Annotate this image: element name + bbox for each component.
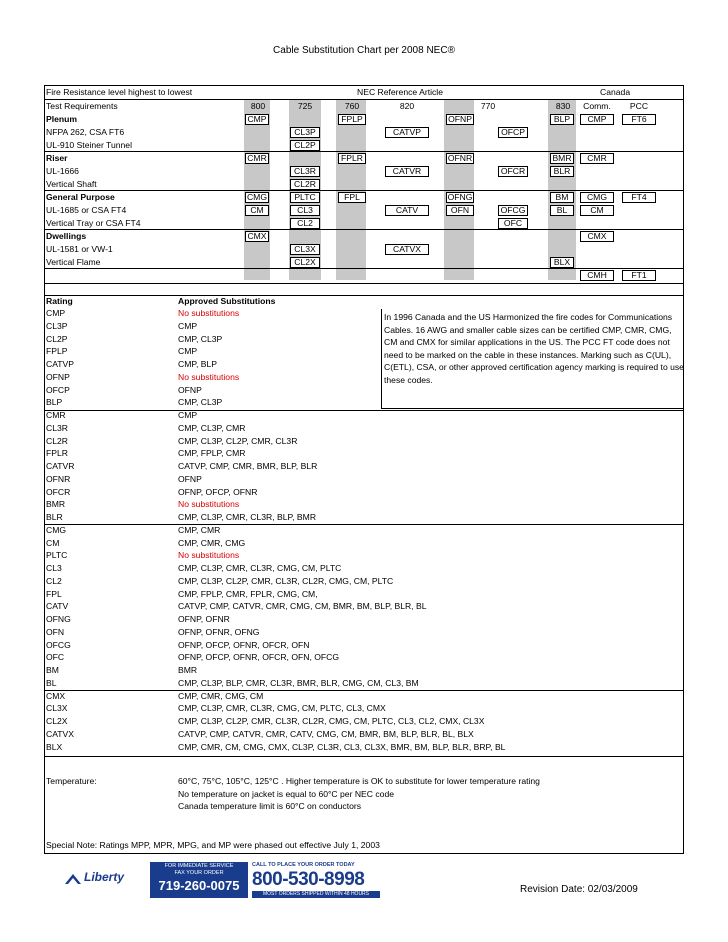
rating-cell-catv: CATV — [385, 205, 429, 216]
substitution-rating: BLP — [46, 397, 63, 408]
substitution-rating: OFCR — [46, 486, 71, 497]
rating-cell-ofcp: OFCP — [498, 127, 528, 138]
rating-cell-cmr: CMR — [580, 153, 614, 164]
group-line: UL-1581 or VW-1 — [46, 244, 113, 254]
rating-cell-ofcg: OFCG — [498, 205, 528, 216]
rating-cell-pltc: PLTC — [290, 192, 320, 203]
rating-cell-bmr: BMR — [550, 153, 574, 164]
substitution-rating: OFN — [46, 626, 65, 637]
grid-divider — [44, 283, 684, 284]
substitution-rating: CMG — [46, 524, 67, 535]
rating-cell-fplp: FPLP — [338, 114, 366, 125]
substitution-list: No substitutions — [178, 550, 240, 561]
substitution-top-divider — [44, 295, 684, 296]
rating-cell-ofc: OFC — [498, 218, 528, 229]
substitution-list: CMP, CL3P, CMR, CL3R, BLP, BMR — [178, 512, 317, 522]
substitution-list: OFNP, OFNR — [178, 614, 230, 624]
substitution-rating: CL2R — [46, 435, 68, 446]
rating-cell-cmg: CMG — [246, 192, 268, 202]
call-order-text: CALL TO PLACE YOUR ORDER TODAY — [252, 862, 355, 868]
substitution-group-divider — [44, 690, 684, 691]
substitution-list: CATVP, CMP, CATVR, CMR, CMG, CM, BMR, BM, BLP, BLR, BL — [178, 601, 427, 612]
liberty-brand: Liberty — [84, 870, 125, 884]
immediate-service-text: FOR IMMEDIATE SERVICE — [164, 863, 234, 869]
substitution-rating: CATV — [46, 601, 69, 612]
substitution-rating: BLX — [46, 741, 63, 752]
rating-cell-cmr: CMR — [245, 153, 269, 164]
substitution-rating: CMP — [46, 308, 66, 318]
grid-divider — [44, 151, 684, 152]
article-header-770: 770 — [480, 101, 496, 111]
substitution-list: CMP, CMR — [178, 524, 221, 535]
rating-cell-bl: BL — [550, 205, 574, 216]
substitution-list: CMP, CL3P, CL2P, CMR, CL3R — [178, 435, 298, 446]
substitution-rating: CATVP — [46, 359, 75, 369]
substitution-list: BMR — [178, 665, 198, 675]
rating-cell-catvr: CATVR — [385, 166, 429, 177]
substitution-rating: CMX — [46, 690, 66, 701]
substitution-rating: OFC — [46, 652, 65, 663]
substitution-list: OFNP, OFCP, OFNR, OFCR, OFN — [178, 639, 310, 650]
substitution-list: CMP — [178, 320, 198, 331]
harmonization-note: In 1996 Canada and the US Harmonized the fire codes for Communications Cables. 16 AWG and smaller cable sizes can be certified CMP, CMR, CMG, CM and CMX for similar applications in the US. The PCC FT code does not need to be marked on the cable in these instances. Marking such as C(UL), C(ETL), CSA, or other approved certification agency marking is required to use these codes. — [384, 312, 684, 385]
rating-cell-cmg: CMG — [580, 192, 614, 203]
group-name-3: Dwellings — [46, 231, 87, 241]
rating-cell-blx: BLX — [550, 257, 574, 268]
canada-header-comm: Comm. — [583, 101, 611, 111]
substitution-list: OFNP — [178, 384, 202, 395]
special-note: Special Note: Ratings MPP, MPR, MPG, and MP were phased out effective July 1, 2003 — [46, 840, 380, 850]
rating-cell-cmp: CMP — [580, 114, 614, 125]
substitution-list: No substitutions — [178, 308, 240, 318]
group-name-1: Riser — [46, 153, 68, 163]
substitution-list: CMP, CMR, CMG — [178, 537, 246, 548]
substitution-rating: BM — [46, 665, 59, 675]
header-canada: Canada — [600, 87, 631, 97]
substitution-rating: OFNP — [46, 371, 70, 382]
rating-cell-fpl: FPL — [338, 192, 366, 203]
substitution-rating: OFCP — [46, 384, 70, 395]
rating-cell-cmp: CMP — [245, 114, 269, 125]
rating-cell-bm: BM — [550, 192, 574, 203]
grid-divider — [44, 99, 684, 100]
header-nec-article: NEC Reference Article — [357, 87, 443, 97]
substitution-rating: CM — [46, 537, 60, 548]
substitution-list: CMP, BLP — [178, 359, 218, 369]
substitution-rating: OFNR — [46, 473, 71, 484]
substitution-list: CMP, FPLP, CMR, FPLR, CMG, CM, — [178, 588, 318, 599]
group-line: Vertical Tray or CSA FT4 — [46, 218, 141, 228]
substitution-list: CATVP, CMP, CMR, BMR, BLP, BLR — [178, 461, 318, 471]
substitution-rating: CL3X — [46, 703, 68, 714]
rating-cell-cl2r: CL2R — [290, 179, 320, 190]
rating-cell-cl3p: CL3P — [290, 127, 320, 138]
substitution-list: No substitutions — [178, 499, 240, 510]
group-line: Vertical Flame — [46, 257, 101, 267]
substitution-rating: CL3 — [46, 563, 62, 573]
group-line: Vertical Shaft — [46, 179, 97, 189]
substitution-list: CMP — [178, 346, 198, 357]
group-line: UL-1666 — [46, 166, 79, 176]
temperature-label: Temperature: — [46, 776, 97, 786]
revision-date: Revision Date: 02/03/2009 — [520, 884, 638, 895]
grid-divider — [44, 190, 684, 191]
substitution-rating: BMR — [46, 499, 66, 510]
approved-column-header: Approved Substitutions — [178, 296, 276, 306]
header-fire-resistance: Fire Resistance level highest to lowest — [46, 87, 193, 97]
article-header-725: 725 — [297, 101, 313, 111]
rating-column-header: Rating — [46, 296, 73, 306]
substitution-list: CMP, CL3P — [178, 397, 223, 408]
rating-cell-fplr: FPLR — [338, 153, 366, 164]
substitution-end-divider — [44, 756, 684, 757]
rating-cell-cmh: CMH — [580, 270, 614, 281]
substitution-group-divider — [44, 410, 684, 411]
substitution-list: CMP, CL3P, CMR, CL3R, CMG, CM, PLTC, CL3, CMX — [178, 703, 386, 714]
rating-cell-cl2p: CL2P — [290, 140, 320, 151]
substitution-group-divider — [44, 524, 684, 525]
substitution-list: OFNP — [178, 473, 202, 484]
rating-cell-ft1: FT1 — [622, 270, 656, 281]
fax-number: 719-260-0075 — [158, 878, 240, 893]
rating-cell-cl3r: CL3R — [290, 166, 320, 177]
article-header-760: 760 — [344, 101, 360, 111]
rating-cell-cl3: CL3 — [290, 205, 320, 216]
substitution-rating: OFNG — [46, 614, 71, 624]
temperature-line-1: 60°C, 75°C, 105°C, 125°C . Higher temperature is OK to substitute for lower temperature rating — [178, 776, 540, 786]
group-line: UL-910 Steiner Tunnel — [46, 140, 132, 150]
rating-cell-cl2x: CL2X — [290, 257, 320, 268]
substitution-list: CMP, CL3P, CMR, CL3R, CMG, CM, PLTC — [178, 563, 342, 573]
substitution-rating: BLR — [46, 512, 63, 522]
substitution-list: CMP, CMR, CM, CMG, CMX, CL3P, CL3R, CL3, CL3X, BMR, BM, BLP, BLR, BRP, BL — [178, 741, 506, 752]
group-name-2: General Purpose — [46, 192, 115, 202]
rating-cell-cm: CM — [245, 205, 269, 216]
substitution-list: CMP, CMR, CMG, CM — [178, 690, 264, 701]
canada-header-pcc: PCC — [629, 101, 649, 111]
rating-cell-ofn: OFN — [446, 205, 474, 216]
temperature-line-2: No temperature on jacket is equal to 60°C per NEC code — [178, 789, 395, 799]
substitution-rating: OFCG — [46, 639, 71, 650]
group-line: NFPA 262, CSA FT6 — [46, 127, 125, 137]
substitution-rating: CATVX — [46, 728, 75, 739]
rating-cell-cl2: CL2 — [290, 218, 320, 229]
liberty-logo-icon — [64, 872, 82, 886]
substitution-rating: CL2P — [46, 333, 68, 344]
rating-cell-cm: CM — [580, 205, 614, 216]
fax-order-text: FAX YOUR ORDER — [174, 870, 224, 876]
page-title: Cable Substitution Chart per 2008 NEC® — [273, 45, 455, 56]
group-name-0: Plenum — [46, 114, 78, 124]
article-header-820: 820 — [399, 101, 415, 111]
substitution-list: CMP, CL3P — [178, 333, 223, 344]
article-header-800: 800 — [250, 101, 266, 111]
substitution-rating: FPL — [46, 588, 62, 599]
substitution-list: CMP, CL3P, CMR — [178, 422, 246, 433]
rating-cell-catvp: CATVP — [385, 127, 429, 138]
article-header-830: 830 — [555, 101, 571, 111]
substitution-list: OFNP, OFNR, OFNG — [178, 626, 260, 637]
shipping-text: MOST ORDERS SHIPPED WITHIN 48 HOURS — [262, 891, 370, 897]
substitution-rating: PLTC — [46, 550, 68, 561]
substitution-rating: CMR — [46, 410, 66, 420]
substitution-rating: CATVR — [46, 461, 75, 471]
substitution-list: CMP, CL3P, CL2P, CMR, CL3R, CL2R, CMG, CM, PLTC — [178, 575, 394, 586]
rating-cell-ofnr: OFNR — [447, 153, 473, 163]
substitution-rating: FPLR — [46, 448, 68, 459]
substitution-rating: CL3P — [46, 320, 68, 331]
grid-divider — [44, 268, 684, 269]
rating-cell-ofcr: OFCR — [498, 166, 528, 177]
substitution-list: OFNP, OFCP, OFNR, OFCR, OFN, OFCG — [178, 652, 340, 663]
substitution-list: No substitutions — [178, 371, 240, 382]
phone-number: 800-530-8998 — [252, 869, 365, 890]
substitution-list: CMP, FPLP, CMR — [178, 448, 246, 459]
rating-cell-blr: BLR — [550, 166, 574, 177]
substitution-list: CMP, CL3P, BLP, CMR, CL3R, BMR, BLR, CMG, CM, CL3, BM — [178, 677, 419, 688]
temperature-line-3: Canada temperature limit is 60°C on conductors — [178, 801, 362, 811]
rating-cell-ft4: FT4 — [622, 192, 656, 203]
rating-cell-cl3x: CL3X — [290, 244, 320, 255]
grid-divider — [44, 229, 684, 230]
rating-cell-ofng: OFNG — [447, 192, 473, 202]
order-advertisement — [62, 862, 382, 898]
substitution-list: CMP — [178, 410, 198, 420]
rating-cell-blp: BLP — [550, 114, 574, 125]
rating-cell-catvx: CATVX — [385, 244, 429, 255]
rating-cell-cmx: CMX — [245, 231, 269, 242]
rating-cell-ofnp: OFNP — [446, 114, 474, 125]
substitution-list: CMP, CL3P, CL2P, CMR, CL3R, CL2R, CMG, CM, PLTC, CL3, CL2, CMX, CL3X — [178, 716, 485, 726]
header-test-requirements: Test Requirements — [46, 101, 118, 111]
rating-cell-ft6: FT6 — [622, 114, 656, 125]
rating-cell-cmx: CMX — [580, 231, 614, 242]
substitution-rating: CL2X — [46, 716, 68, 726]
substitution-rating: BL — [46, 677, 57, 688]
group-line: UL-1685 or CSA FT4 — [46, 205, 127, 215]
substitution-list: CATVP, CMP, CATVR, CMR, CATV, CMG, CM, BMR, BM, BLP, BLR, BL, BLX — [178, 728, 474, 739]
substitution-rating: CL2 — [46, 575, 62, 586]
substitution-rating: FPLP — [46, 346, 68, 357]
substitution-rating: CL3R — [46, 422, 68, 433]
substitution-list: OFNP, OFCP, OFNR — [178, 486, 258, 497]
